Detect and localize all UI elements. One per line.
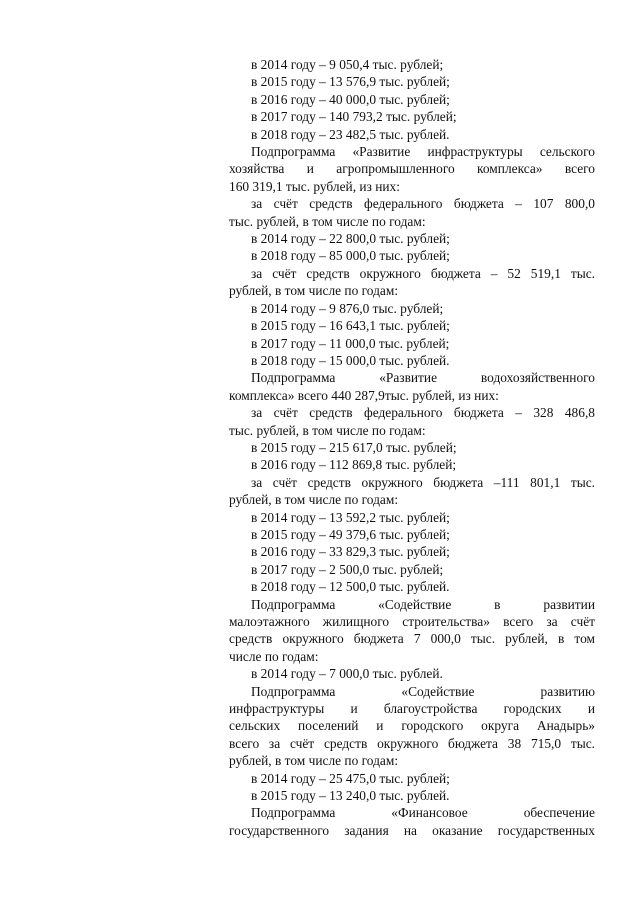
document-line: в 2015 году – 13 240,0 тыс. рублей. bbox=[251, 788, 450, 804]
document-line: в 2018 году – 12 500,0 тыс. рублей. bbox=[251, 579, 450, 595]
document-line: комплекса» всего 440 287,9тыс. рублей, из них: bbox=[229, 387, 499, 403]
document-line: в 2014 году – 25 475,0 тыс. рублей; bbox=[251, 770, 450, 786]
document-line: в 2015 году – 49 379,6 тыс. рублей; bbox=[251, 526, 450, 542]
document-line: Подпрограмма «Финансовое обеспечение bbox=[251, 805, 595, 821]
document-line: за счёт средств федерального бюджета – 107 800,0 bbox=[251, 196, 595, 212]
document-line: рублей, в том числе по годам: bbox=[229, 283, 399, 299]
document-line: в 2016 году – 112 869,8 тыс. рублей; bbox=[251, 457, 457, 473]
document-line: в 2015 году – 215 617,0 тыс. рублей; bbox=[251, 439, 457, 455]
document-line: в 2014 году – 13 592,2 тыс. рублей; bbox=[251, 509, 450, 525]
document-line: в 2017 году – 140 793,2 тыс. рублей; bbox=[251, 109, 457, 125]
document-line: рублей, в том числе по годам: bbox=[229, 753, 399, 769]
document-line: средств окружного бюджета 7 000,0 тыс. рублей, в том bbox=[229, 631, 595, 647]
document-line: за счёт средств федерального бюджета – 328 486,8 bbox=[251, 405, 595, 421]
document-line: Подпрограмма «Содействие в развитии bbox=[251, 596, 595, 612]
document-page bbox=[229, 56, 595, 839]
document-line: числе по годам: bbox=[229, 648, 319, 664]
document-line: в 2014 году – 7 000,0 тыс. рублей. bbox=[251, 666, 443, 682]
document-line: тыс. рублей, в том числе по годам: bbox=[229, 213, 426, 229]
document-line: в 2018 году – 15 000,0 тыс. рублей. bbox=[251, 352, 450, 368]
document-line: в 2014 году – 9 876,0 тыс. рублей; bbox=[251, 300, 444, 316]
document-line: 160 319,1 тыс. рублей, из них: bbox=[229, 178, 400, 194]
document-line: в 2018 году – 85 000,0 тыс. рублей; bbox=[251, 248, 450, 264]
document-line: в 2015 году – 13 576,9 тыс. рублей; bbox=[251, 74, 450, 90]
document-line: инфраструктуры и благоустройства городских и bbox=[229, 701, 595, 717]
document-line: хозяйства и агропромышленного комплекса» всего bbox=[229, 161, 595, 177]
document-line: сельских поселений и городского округа Анадырь» bbox=[229, 718, 595, 734]
document-line: Подпрограмма «Развитие инфраструктуры сельского bbox=[251, 144, 595, 160]
document-line: государственного задания на оказание государственных bbox=[229, 822, 595, 838]
document-line: Подпрограмма «Развитие водохозяйственного bbox=[251, 370, 595, 386]
document-line: тыс. рублей, в том числе по годам: bbox=[229, 422, 426, 438]
document-line: Подпрограмма «Содействие развитию bbox=[251, 683, 595, 699]
document-line: в 2017 году – 2 500,0 тыс. рублей; bbox=[251, 561, 444, 577]
document-line: за счёт средств окружного бюджета – 52 519,1 тыс. bbox=[251, 265, 595, 281]
document-line: в 2014 году – 9 050,4 тыс. рублей; bbox=[251, 57, 444, 72]
document-line: в 2014 году – 22 800,0 тыс. рублей; bbox=[251, 231, 450, 247]
document-line: всего за счёт средств окружного бюджета 38 715,0 тыс. bbox=[229, 735, 595, 751]
document-line: в 2017 году – 11 000,0 тыс. рублей; bbox=[251, 335, 450, 351]
document-line: за счёт средств окружного бюджета –111 801,1 тыс. bbox=[251, 474, 595, 490]
document-line: в 2016 году – 40 000,0 тыс. рублей; bbox=[251, 91, 450, 107]
document-line: в 2018 году – 23 482,5 тыс. рублей. bbox=[251, 126, 450, 142]
document-line: рублей, в том числе по годам: bbox=[229, 492, 399, 508]
document-line: малоэтажного жилищного строительства» всего за счёт bbox=[229, 614, 595, 629]
document-line: в 2015 году – 16 643,1 тыс. рублей; bbox=[251, 318, 450, 334]
document-line: в 2016 году – 33 829,3 тыс. рублей; bbox=[251, 544, 450, 560]
